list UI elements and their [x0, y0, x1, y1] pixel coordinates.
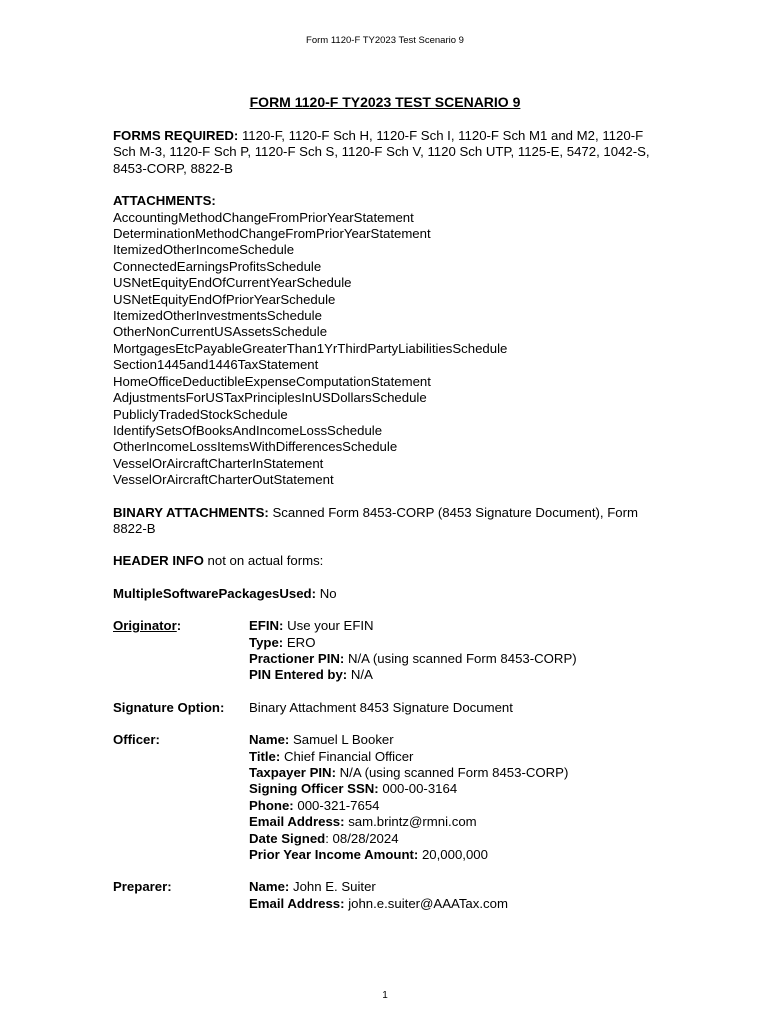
officer-line-value: sam.brintz@rmni.com — [348, 814, 477, 830]
originator-line-key: Type: — [249, 634, 284, 650]
officer-line-key: Taxpayer PIN: — [249, 765, 336, 780]
preparer-line-value: john.e.suiter@AAATax.com — [348, 895, 508, 911]
running-header: Form 1120-F TY2023 Test Scenario 9 — [306, 35, 464, 46]
originator-line-value: N/A — [350, 667, 373, 683]
attachment-item: VesselOrAircraftCharterOutStatement — [113, 472, 334, 488]
officer-line — [249, 781, 658, 797]
officer-line-key: Signing Officer SSN: — [249, 781, 379, 797]
preparer-line — [249, 879, 658, 895]
originator-line — [249, 635, 658, 651]
officer-line-key: Name: — [249, 732, 290, 748]
attachment-item: Section1445and1446TaxStatement — [113, 357, 319, 373]
officer-details — [249, 732, 658, 863]
officer-section — [113, 732, 658, 863]
document-title: FORM 1120-F TY2023 TEST SCENARIO 9 — [249, 94, 521, 110]
originator-line — [249, 651, 658, 667]
officer-line-value: 000-321-7654 — [297, 797, 380, 813]
attachments-section — [113, 193, 658, 488]
forms-required-section — [113, 128, 658, 177]
officer-line-key: Date Signed — [249, 830, 326, 846]
preparer-line-value: John E. Suiter — [292, 879, 376, 895]
originator-details — [249, 618, 658, 684]
attachments-label: ATTACHMENTS: — [113, 193, 216, 209]
multiple-software-section — [113, 586, 658, 602]
officer-line-key: Title: — [249, 748, 281, 764]
originator-line-value: Use your EFIN — [287, 618, 374, 634]
officer-line-value: : 08/28/2024 — [325, 830, 399, 846]
officer-line — [249, 765, 658, 781]
attachment-item: ConnectedEarningsProfitsSchedule — [113, 258, 322, 274]
header-info-section — [113, 553, 658, 569]
preparer-line — [249, 896, 658, 912]
attachment-item: ItemizedOtherIncomeSchedule — [113, 242, 295, 258]
signature-option-value: Binary Attachment 8453 Signature Document — [249, 699, 513, 715]
attachment-item: VesselOrAircraftCharterInStatement — [113, 455, 324, 471]
officer-label: Officer: — [113, 732, 160, 748]
attachment-item: IdentifySetsOfBooksAndIncomeLossSchedule — [113, 422, 383, 438]
page-number: 1 — [382, 990, 388, 1001]
document-body — [113, 128, 658, 928]
binary-attachments-label: BINARY ATTACHMENTS: — [113, 504, 269, 520]
binary-attachments-text: Scanned Form 8453-CORP (8453 Signature Document), Form 8822-B — [113, 504, 638, 536]
header-info-label: HEADER INFO — [113, 553, 204, 569]
officer-line-key: Phone: — [249, 797, 294, 813]
multiple-software-value: No — [319, 585, 337, 601]
attachment-item: PubliclyTradedStockSchedule — [113, 406, 288, 422]
header-info-text: not on actual forms: — [207, 553, 324, 569]
binary-attachments-section — [113, 505, 658, 538]
originator-label-colon: : — [176, 618, 182, 634]
originator-label: Originator: — [113, 618, 182, 634]
attachment-item: USNetEquityEndOfPriorYearSchedule — [113, 291, 336, 307]
originator-line-key: Practioner PIN: — [249, 650, 345, 666]
originator-line-key: PIN Entered by: — [249, 667, 348, 683]
originator-line — [249, 618, 658, 634]
preparer-section — [113, 879, 658, 912]
officer-line-key: Email Address: — [249, 814, 345, 830]
officer-line-value: Samuel L Booker — [292, 732, 394, 748]
attachment-item: AdjustmentsForUSTaxPrinciplesInUSDollarsSchedule — [113, 390, 427, 406]
forms-required-label: FORMS REQUIRED: — [113, 128, 239, 143]
attachment-item: HomeOfficeDeductibleExpenseComputationStatement — [113, 373, 431, 389]
officer-line — [249, 798, 658, 814]
officer-line-value: N/A (using scanned Form 8453-CORP) — [339, 765, 569, 780]
signature-option-section — [113, 700, 658, 716]
originator-line-key: EFIN: — [249, 618, 284, 634]
signature-option-label: Signature Option: — [113, 699, 225, 715]
officer-line — [249, 847, 658, 863]
preparer-line-key: Email Address: — [249, 895, 345, 911]
officer-line-value: Chief Financial Officer — [283, 748, 414, 764]
attachment-item: OtherNonCurrentUSAssetsSchedule — [113, 324, 328, 340]
originator-line-value: N/A (using scanned Form 8453-CORP) — [347, 650, 577, 666]
attachment-item: USNetEquityEndOfCurrentYearSchedule — [113, 275, 352, 291]
officer-line-key: Prior Year Income Amount: — [249, 847, 419, 863]
officer-line — [249, 732, 658, 748]
attachment-item: MortgagesEtcPayableGreaterThan1YrThirdPartyLiabilitiesSchedule — [113, 340, 508, 356]
attachment-item: AccountingMethodChangeFromPriorYearStatement — [113, 209, 414, 225]
preparer-details — [249, 879, 658, 912]
originator-line — [249, 667, 658, 683]
preparer-label: Preparer: — [113, 879, 172, 895]
officer-line-value: 000-00-3164 — [382, 781, 458, 797]
attachment-item: DeterminationMethodChangeFromPriorYearStatement — [113, 226, 431, 242]
preparer-line-key: Name: — [249, 879, 290, 895]
officer-line — [249, 749, 658, 765]
originator-section — [113, 618, 658, 684]
officer-line — [249, 814, 658, 830]
officer-line — [249, 831, 658, 847]
attachments-list — [113, 210, 658, 489]
attachment-item: OtherIncomeLossItemsWithDifferencesSchedule — [113, 439, 398, 455]
officer-line-value: 20,000,000 — [421, 847, 488, 863]
originator-line-value: ERO — [286, 634, 316, 650]
forms-required-text: 1120-F, 1120-F Sch H, 1120-F Sch I, 1120-F Sch M1 and M2, 1120-F Sch M-3, 1120-F Sch P, 1120-F Sch S, 1120-F Sch V, 1120 Sch UTP, 1125-E, 5472, 1042-S, 8453-CORP, 8822-B — [113, 128, 650, 176]
multiple-software-label: MultipleSoftwarePackagesUsed: — [113, 585, 317, 601]
attachment-item: ItemizedOtherInvestmentsSchedule — [113, 308, 322, 324]
